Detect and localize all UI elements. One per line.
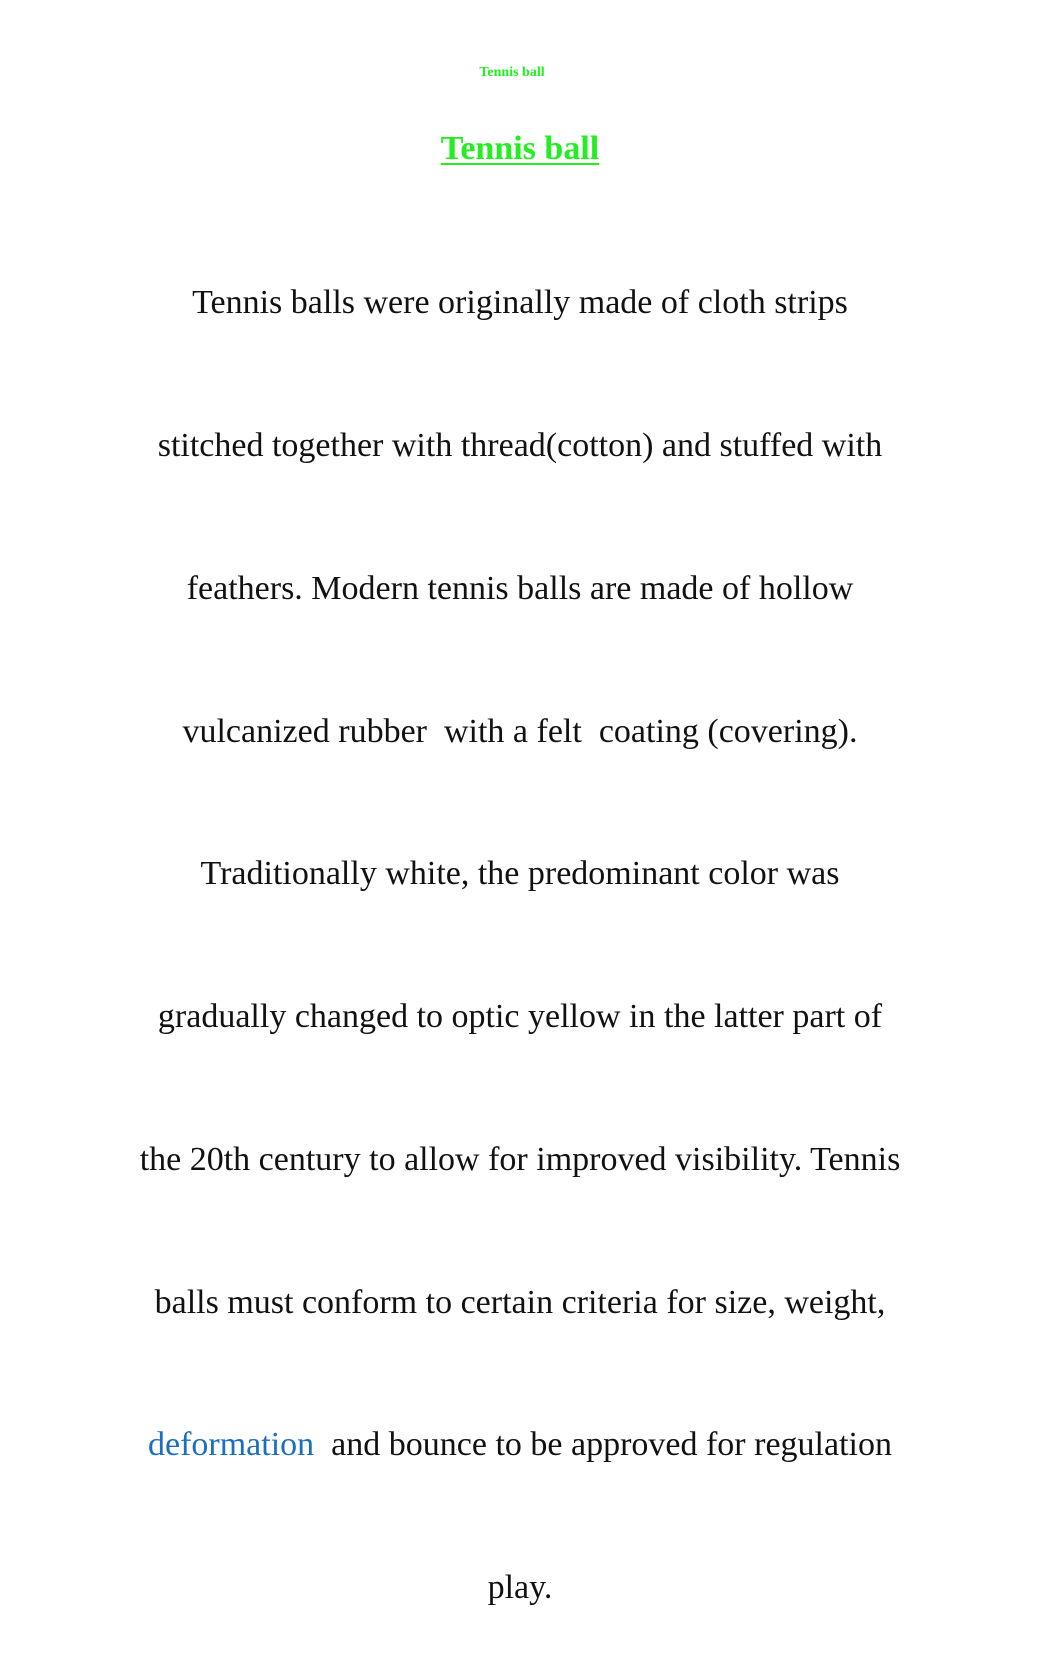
body-line: Traditionally white, the predominant color was (200, 855, 840, 893)
article-body (72, 184, 968, 1659)
article-heading: Tennis ball (440, 130, 600, 167)
body-line: Tennis balls were originally made of cloth strips (192, 284, 848, 322)
body-line-fragment: and bounce to be approved for regulation (314, 1426, 892, 1464)
page-small-title: Tennis ball (479, 65, 545, 80)
body-line: balls must conform to certain criteria for size, weight, (154, 1283, 886, 1321)
body-line: vulcanized rubber with a felt coating (covering). (182, 712, 858, 750)
body-line: stitched together with thread(cotton) and stuffed with (157, 426, 883, 464)
body-line: gradually changed to optic yellow in the latter part of (157, 998, 883, 1036)
body-line: play. (487, 1569, 553, 1607)
body-line-with-link (72, 1421, 968, 1469)
body-line: the 20th century to allow for improved visibility. Tennis (139, 1140, 901, 1178)
deformation-link[interactable]: deformation (148, 1426, 315, 1464)
body-line: feathers. Modern tennis balls are made of hollow (186, 569, 854, 607)
